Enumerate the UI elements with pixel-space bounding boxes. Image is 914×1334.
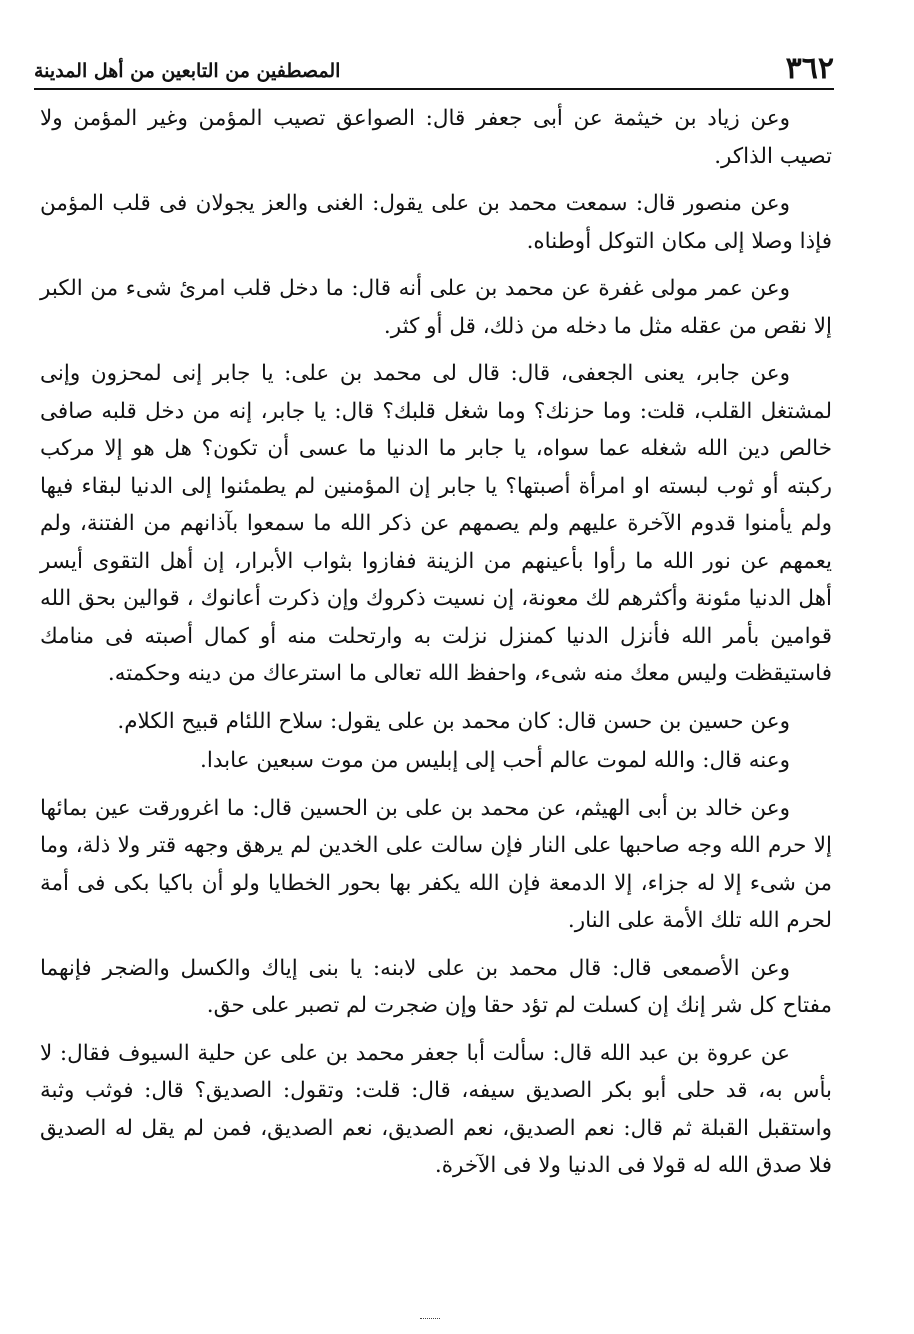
paragraph-khalid: وعن خالد بن أبى الهيثم، عن محمد بن على بن الحسين قال: ما اغرورقت عين بمائها إلا حرم الله وجه صاحبها على النار فإن سالت على الخدين لم يرهق وجهه قتر ولا ذلة، وما من شىء إلا له جزاء، إلا الدمعة فإن الله يكفر بها بحور الخطايا ولو أن باكيا بكى فى أمة لحرم الله تلك الأمة على النار.	[40, 795, 832, 933]
footer-mark	[420, 1318, 440, 1321]
paragraph-anhu: وعنه قال: والله لموت عالم أحب إلى إبليس من موت سبعين عابدا.	[200, 748, 790, 773]
paragraph-ziyad: وعن زياد بن خيثمة عن أبى جعفر قال: الصواعق تصيب المؤمن وغير المؤمن ولا تصيب الذاكر.	[40, 106, 832, 169]
paragraph-urwa: عن عروة بن عبد الله قال: سألت أبا جعفر محمد بن على عن حلية السيوف فقال: لا بأس به، قد حلى أبو بكر الصديق سيفه، قال: قلت: وتقول: الصديق؟ قال: فوثب وثبة واستقبل القبلة ثم قال: نعم الصديق، نعم الصديق، نعم الصديق، فمن لم يقل له الصديق فلا صدق الله له قولا فى الدنيا ولا فى الآخرة.	[40, 1040, 832, 1178]
page-header	[34, 51, 834, 92]
paragraph-jabir: وعن جابر، يعنى الجعفى، قال: قال لى محمد بن على: يا جابر إنى لمحزون وإنى لمشتغل القلب، قلت: وما حزنك؟ وما شغل قلبك؟ قال: يا جابر، إنه من دخل قلبه صافى خالص دين الله شغله عما سواه، يا جابر ما الدنيا ما عسى أن تكون؟ هل هو إلا مركب ركبته أو ثوب لبسته او امرأة أصبتها؟ يا جابر إن المؤمنين لم يطمئنوا إلى الدنيا لبقاء فيها ولم يأمنوا قدوم الآخرة عليهم ولم يصمهم عن ذكر الله ما سمعوا بآذانهم من الفتنة، ولم يعمهم عن نور الله ما رأوا بأعينهم من الزينة ففازوا بثواب الأبرار، إن أهل التقوى أيسر أهل الدنيا مئونة وأكثرهم لك معونة، إن نسيت ذكروك وإن ذكرت أعانوك ، قوالين بحق الله قوامين بأمر الله فأنزل الدنيا كمنزل نزلت به وارتحلت منه أو كمال أصبته فى منامك فاستيقظت وليس معك منه شىء، واحفظ الله تعالى ما استرعاك من دينه وحكمته.	[40, 361, 833, 686]
paragraph-mansur: وعن منصور قال: سمعت محمد بن على يقول: الغنى والعز يجولان فى قلب المؤمن فإذا وصلا إلى مكان التوكل أوطناه.	[40, 191, 832, 254]
header-rule	[34, 88, 834, 90]
paragraph-asmai: وعن الأصمعى قال: قال محمد بن على لابنه: يا بنى إياك والكسل والضجر فإنهما مفتاح كل شر إنك إن كسلت لم تؤد حقا وإن ضجرت لم تصبر على حق.	[40, 955, 832, 1018]
body-text	[40, 100, 832, 1274]
running-title: المصطفين من التابعين من أهل المدينة	[34, 60, 341, 82]
page-number: ٣٦٢	[785, 51, 834, 86]
paragraph-umar: وعن عمر مولى غفرة عن محمد بن على أنه قال: ما دخل قلب امرئ شىء من الكبر إلا نقص من عقله مثل ما دخله من ذلك، قل أو كثر.	[40, 276, 832, 339]
paragraph-husayn: وعن حسين بن حسن قال: كان محمد بن على يقول: سلاح اللئام قبيح الكلام.	[117, 708, 790, 734]
